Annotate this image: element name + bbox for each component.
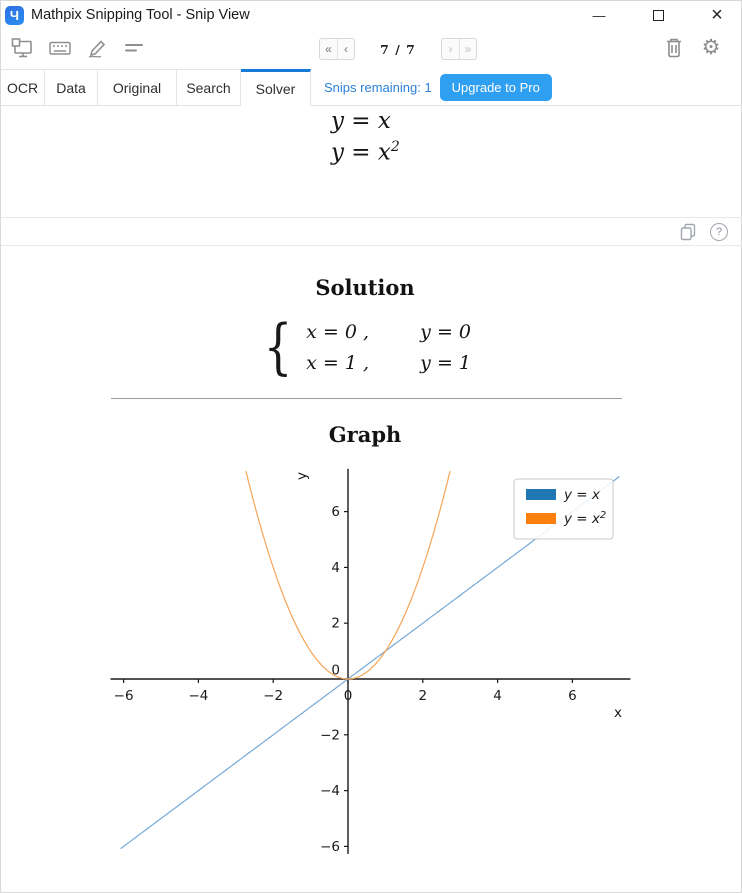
help-button[interactable] [710, 223, 728, 241]
tab-ocr[interactable]: OCR [1, 69, 45, 105]
pager-forward-group [441, 38, 477, 60]
chevrons-left-icon: « [325, 42, 332, 56]
x-tick-label: 4 [493, 688, 502, 704]
chevron-right-icon: › [448, 42, 453, 56]
mathpix-logo-icon [5, 6, 24, 25]
legend-swatch-0 [526, 489, 556, 500]
snip-pager [319, 38, 477, 60]
gear-icon: ⚙ [701, 36, 721, 59]
y-tick-label: −4 [320, 783, 340, 800]
x-tick-label: −4 [188, 688, 209, 704]
solver-panel [1, 106, 741, 893]
keyboard-icon [48, 37, 72, 59]
close-icon: × [711, 3, 723, 26]
pager-last-button[interactable] [459, 39, 476, 59]
x-tick-label: −6 [113, 688, 134, 704]
solution-rows [306, 314, 471, 380]
delete-snip-button[interactable] [662, 36, 686, 60]
solution-heading: Solution [315, 275, 415, 300]
equation-2: $y = x^2$ [331, 139, 400, 166]
pager-back-group [319, 38, 355, 60]
snips-remaining-label: Snips remaining: 1 [324, 79, 432, 95]
settings-button[interactable] [699, 36, 723, 60]
toolbar-right-icons [662, 36, 723, 60]
x-axis-label: x [614, 705, 623, 721]
window-controls [583, 1, 733, 29]
graph-heading: Graph [328, 422, 402, 447]
legend-swatch-1 [526, 513, 556, 524]
maximize-button[interactable] [642, 1, 674, 29]
maximize-icon [653, 10, 664, 21]
y-tick-label: −2 [320, 727, 340, 744]
solution-system [1, 314, 729, 380]
tab-search[interactable]: Search [177, 69, 241, 105]
legend-label-1: $y = x^2$ [564, 510, 607, 527]
window-title: Mathpix Snipping Tool - Snip View [31, 7, 250, 23]
copy-icon [678, 222, 698, 242]
pen-icon [85, 37, 109, 59]
trash-icon [663, 36, 685, 60]
section-divider [111, 398, 622, 399]
title-bar [1, 1, 741, 29]
solution-row: x = 1 , y = 1 [306, 351, 471, 374]
x-tick-label: 0 [343, 688, 353, 704]
toolbar-left-icons [11, 36, 146, 60]
result-action-strip [1, 217, 742, 246]
pager-prev-button[interactable] [337, 39, 354, 59]
keyboard-entry-button[interactable] [48, 36, 72, 60]
graph-plot [96, 456, 641, 876]
tab-solver[interactable]: Solver [241, 69, 311, 106]
close-button[interactable] [701, 1, 733, 29]
tab-original[interactable]: Original [98, 69, 177, 105]
y-tick-label: 4 [331, 559, 340, 576]
lines-button[interactable] [122, 36, 146, 60]
minimize-icon: — [592, 7, 606, 23]
question-mark-icon: ? [715, 225, 723, 238]
pager-next-button[interactable] [442, 39, 459, 59]
pager-first-button[interactable] [320, 39, 337, 59]
logo-glyph: Ч [9, 7, 20, 23]
new-snip-button[interactable] [11, 36, 35, 60]
text-lines-icon [122, 37, 146, 59]
y-axis-label: y [294, 472, 310, 480]
x-tick-label: −2 [263, 688, 284, 704]
minimize-button[interactable] [583, 1, 615, 29]
pager-position: 7 / 7 [380, 41, 416, 57]
x-tick-label: 2 [418, 688, 428, 704]
y-tick-label: 0 [331, 662, 340, 679]
toolbar [1, 29, 741, 69]
left-brace: { [263, 312, 293, 382]
x-tick-label: 6 [568, 688, 577, 704]
chevrons-right-icon: » [464, 42, 472, 56]
draw-snip-button[interactable] [85, 36, 109, 60]
solution-row: x = 0 , y = 0 [306, 320, 471, 343]
y-tick-label: 6 [331, 504, 340, 521]
upgrade-to-pro-button[interactable]: Upgrade to Pro [440, 74, 552, 101]
screen-snip-icon [11, 37, 35, 59]
y-tick-label: −6 [320, 838, 340, 855]
tab-bar [1, 69, 741, 106]
equation-1: y = x [331, 108, 391, 134]
legend-label-0: y = x [564, 487, 600, 503]
chevron-left-icon: ‹ [344, 42, 348, 56]
y-tick-label: 2 [331, 615, 340, 632]
copy-button[interactable] [676, 220, 700, 244]
tab-data[interactable]: Data [45, 69, 98, 105]
recognized-equations [331, 108, 400, 170]
